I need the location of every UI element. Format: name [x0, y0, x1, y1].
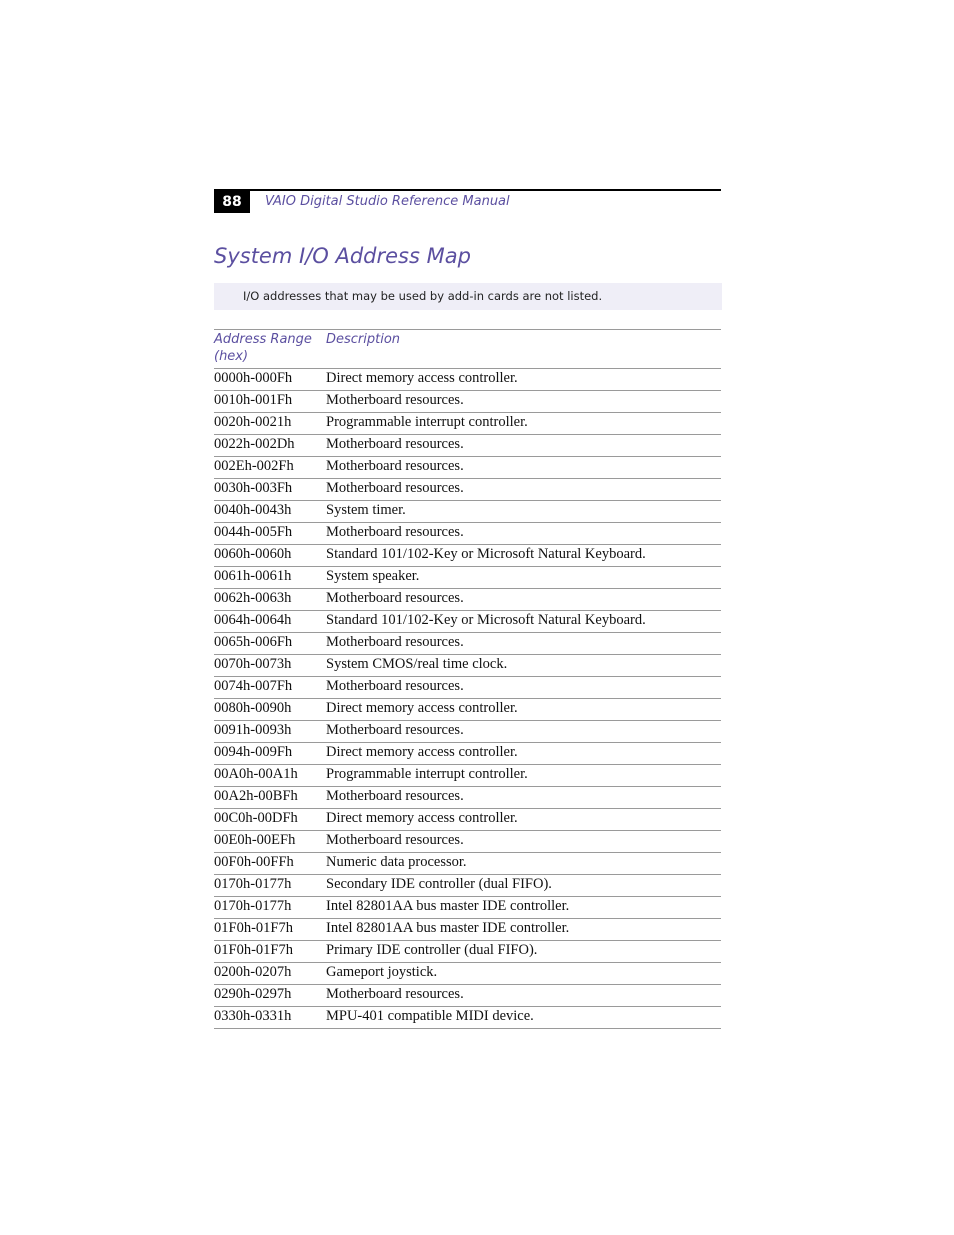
- description-cell: Motherboard resources.: [326, 788, 464, 804]
- table-header: [214, 330, 721, 369]
- table-row: [214, 567, 721, 589]
- description-cell: Direct memory access controller.: [326, 810, 518, 826]
- description-cell: Programmable interrupt controller.: [326, 766, 528, 782]
- description-cell: Motherboard resources.: [326, 678, 464, 694]
- address-range-cell: 0330h-0331h: [214, 1008, 292, 1024]
- description-cell: Direct memory access controller.: [326, 744, 518, 760]
- description-cell: Motherboard resources.: [326, 436, 464, 452]
- address-range-cell: 0064h-0064h: [214, 612, 292, 628]
- address-range-cell: 0094h-009Fh: [214, 744, 293, 760]
- address-range-cell: 00F0h-00FFh: [214, 854, 294, 870]
- address-range-cell: 0170h-0177h: [214, 898, 292, 914]
- address-range-cell: 002Eh-002Fh: [214, 458, 294, 474]
- description-cell: Gameport joystick.: [326, 964, 438, 980]
- table-row: [214, 413, 721, 435]
- table-row: [214, 501, 721, 523]
- table-row: [214, 391, 721, 413]
- address-range-cell: 00C0h-00DFh: [214, 810, 298, 826]
- description-cell: MPU-401 compatible MIDI device.: [326, 1008, 534, 1024]
- page-number: 88: [214, 191, 250, 213]
- address-range-cell: 0091h-0093h: [214, 722, 292, 738]
- table-row: [214, 1007, 721, 1029]
- table-row: [214, 699, 721, 721]
- table-row: [214, 545, 721, 567]
- address-range-cell: 0074h-007Fh: [214, 678, 293, 694]
- address-range-cell: 0060h-0060h: [214, 546, 292, 562]
- address-range-cell: 00A2h-00BFh: [214, 788, 298, 804]
- table-row: [214, 457, 721, 479]
- table-body: [214, 369, 721, 1029]
- section-title: System I/O Address Map: [214, 244, 471, 268]
- description-cell: Motherboard resources.: [326, 524, 464, 540]
- table-row: [214, 655, 721, 677]
- table-row: [214, 897, 721, 919]
- running-title: VAIO Digital Studio Reference Manual: [265, 194, 510, 209]
- description-cell: Motherboard resources.: [326, 722, 464, 738]
- column-header-description: Description: [326, 332, 401, 347]
- address-range-cell: 0170h-0177h: [214, 876, 292, 892]
- table-row: [214, 831, 721, 853]
- table-row: [214, 919, 721, 941]
- table-row: [214, 677, 721, 699]
- description-cell: Numeric data processor.: [326, 854, 467, 870]
- table-row: [214, 633, 721, 655]
- io-address-table: [214, 329, 721, 1029]
- description-cell: Motherboard resources.: [326, 458, 464, 474]
- address-range-cell: 0070h-0073h: [214, 656, 292, 672]
- table-row: [214, 523, 721, 545]
- address-range-cell: 01F0h-01F7h: [214, 920, 293, 936]
- table-row: [214, 369, 721, 391]
- table-row: [214, 479, 721, 501]
- description-cell: Standard 101/102-Key or Microsoft Natural Keyboard.: [326, 546, 646, 562]
- table-row: [214, 787, 721, 809]
- description-cell: Motherboard resources.: [326, 590, 464, 606]
- description-cell: Secondary IDE controller (dual FIFO).: [326, 876, 552, 892]
- table-row: [214, 589, 721, 611]
- address-range-cell: 0010h-001Fh: [214, 392, 293, 408]
- table-row: [214, 765, 721, 787]
- description-cell: System speaker.: [326, 568, 420, 584]
- description-cell: Primary IDE controller (dual FIFO).: [326, 942, 538, 958]
- description-cell: Motherboard resources.: [326, 392, 464, 408]
- address-range-cell: 0020h-0021h: [214, 414, 292, 430]
- table-row: [214, 875, 721, 897]
- description-cell: Motherboard resources.: [326, 634, 464, 650]
- table-row: [214, 721, 721, 743]
- address-range-cell: 0040h-0043h: [214, 502, 292, 518]
- note-box: [214, 283, 722, 310]
- table-row: [214, 809, 721, 831]
- table-row: [214, 941, 721, 963]
- description-cell: System CMOS/real time clock.: [326, 656, 508, 672]
- description-cell: Motherboard resources.: [326, 832, 464, 848]
- description-cell: Intel 82801AA bus master IDE controller.: [326, 898, 570, 914]
- address-range-cell: 0061h-0061h: [214, 568, 292, 584]
- description-cell: Direct memory access controller.: [326, 370, 518, 386]
- description-cell: Standard 101/102-Key or Microsoft Natural Keyboard.: [326, 612, 646, 628]
- address-range-cell: 0065h-006Fh: [214, 634, 293, 650]
- address-range-cell: 00E0h-00EFh: [214, 832, 296, 848]
- header-rule: [214, 189, 721, 191]
- address-range-cell: 0030h-003Fh: [214, 480, 293, 496]
- description-cell: System timer.: [326, 502, 406, 518]
- address-range-cell: 0044h-005Fh: [214, 524, 293, 540]
- table-row: [214, 963, 721, 985]
- column-header-address: Address Range (hex): [214, 332, 312, 364]
- table-row: [214, 611, 721, 633]
- description-cell: Motherboard resources.: [326, 480, 464, 496]
- address-range-cell: 0200h-0207h: [214, 964, 292, 980]
- address-range-cell: 0080h-0090h: [214, 700, 292, 716]
- page-header: [214, 189, 721, 213]
- description-cell: Intel 82801AA bus master IDE controller.: [326, 920, 570, 936]
- address-range-cell: 0000h-000Fh: [214, 370, 293, 386]
- address-range-cell: 0290h-0297h: [214, 986, 292, 1002]
- address-range-cell: 01F0h-01F7h: [214, 942, 293, 958]
- table-row: [214, 743, 721, 765]
- description-cell: Programmable interrupt controller.: [326, 414, 528, 430]
- table-row: [214, 985, 721, 1007]
- description-cell: Motherboard resources.: [326, 986, 464, 1002]
- table-row: [214, 435, 721, 457]
- table-row: [214, 853, 721, 875]
- address-range-cell: 0062h-0063h: [214, 590, 292, 606]
- description-cell: Direct memory access controller.: [326, 700, 518, 716]
- note-text: I/O addresses that may be used by add-in cards are not listed.: [243, 289, 603, 303]
- address-range-cell: 0022h-002Dh: [214, 436, 295, 452]
- address-range-cell: 00A0h-00A1h: [214, 766, 298, 782]
